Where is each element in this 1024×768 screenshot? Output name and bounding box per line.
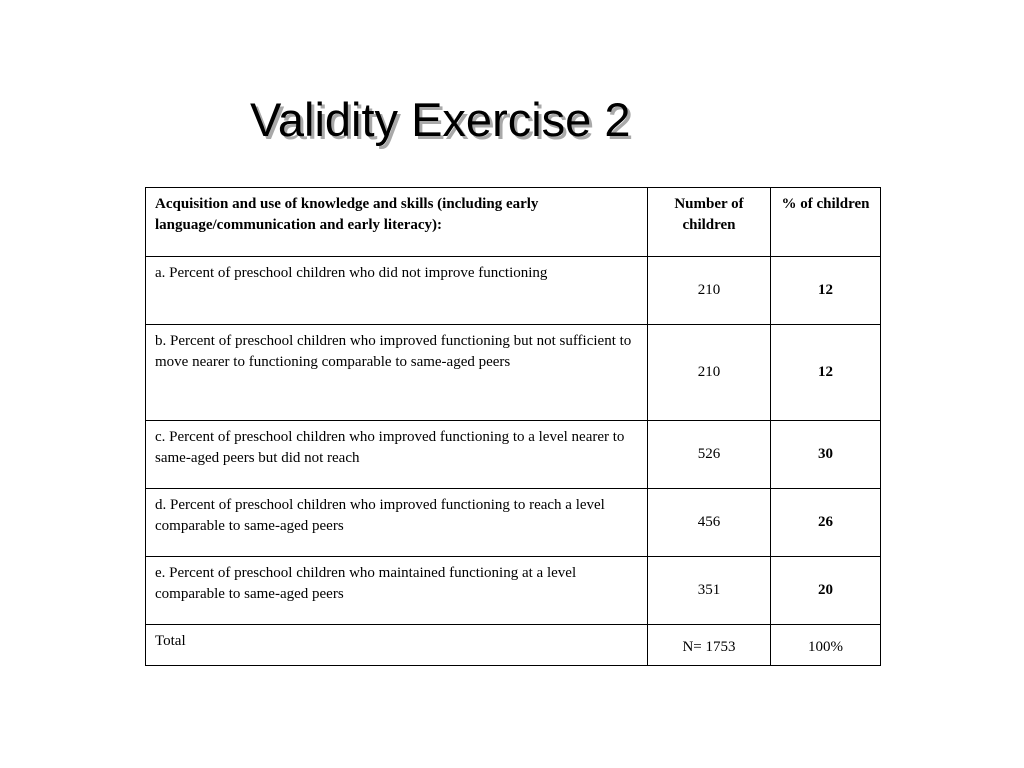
row-description: e. Percent of preschool children who maintained functioning at a level comparable to same-aged peers bbox=[146, 557, 648, 625]
table-row bbox=[146, 325, 881, 421]
column-header-number: Number of children bbox=[648, 188, 771, 257]
row-description: d. Percent of preschool children who improved functioning to reach a level comparable to same-aged peers bbox=[146, 489, 648, 557]
row-percent: 20 bbox=[771, 557, 881, 625]
table-row bbox=[146, 257, 881, 325]
row-percent: 12 bbox=[771, 325, 881, 421]
row-number: 210 bbox=[648, 325, 771, 421]
column-header-description: Acquisition and use of knowledge and skills (including early language/communication and early literacy): bbox=[146, 188, 648, 257]
row-number: 351 bbox=[648, 557, 771, 625]
row-percent: 26 bbox=[771, 489, 881, 557]
row-number: 210 bbox=[648, 257, 771, 325]
column-header-percent: % of children bbox=[771, 188, 881, 257]
row-number: 456 bbox=[648, 489, 771, 557]
total-percent: 100% bbox=[771, 625, 881, 666]
table-total-row bbox=[146, 625, 881, 666]
total-number: N= 1753 bbox=[648, 625, 771, 666]
table-row bbox=[146, 557, 881, 625]
row-description: b. Percent of preschool children who improved functioning but not sufficient to move nearer to functioning comparable to same-aged peers bbox=[146, 325, 648, 421]
table-header-row bbox=[146, 188, 881, 257]
total-label: Total bbox=[146, 625, 648, 666]
row-description: a. Percent of preschool children who did not improve functioning bbox=[146, 257, 648, 325]
table-row bbox=[146, 489, 881, 557]
table-row bbox=[146, 421, 881, 489]
slide-title: Validity Exercise 2 bbox=[250, 93, 631, 146]
row-description: c. Percent of preschool children who improved functioning to a level nearer to same-aged peers but did not reach bbox=[146, 421, 648, 489]
row-percent: 12 bbox=[771, 257, 881, 325]
row-percent: 30 bbox=[771, 421, 881, 489]
row-number: 526 bbox=[648, 421, 771, 489]
outcomes-table bbox=[145, 187, 881, 666]
